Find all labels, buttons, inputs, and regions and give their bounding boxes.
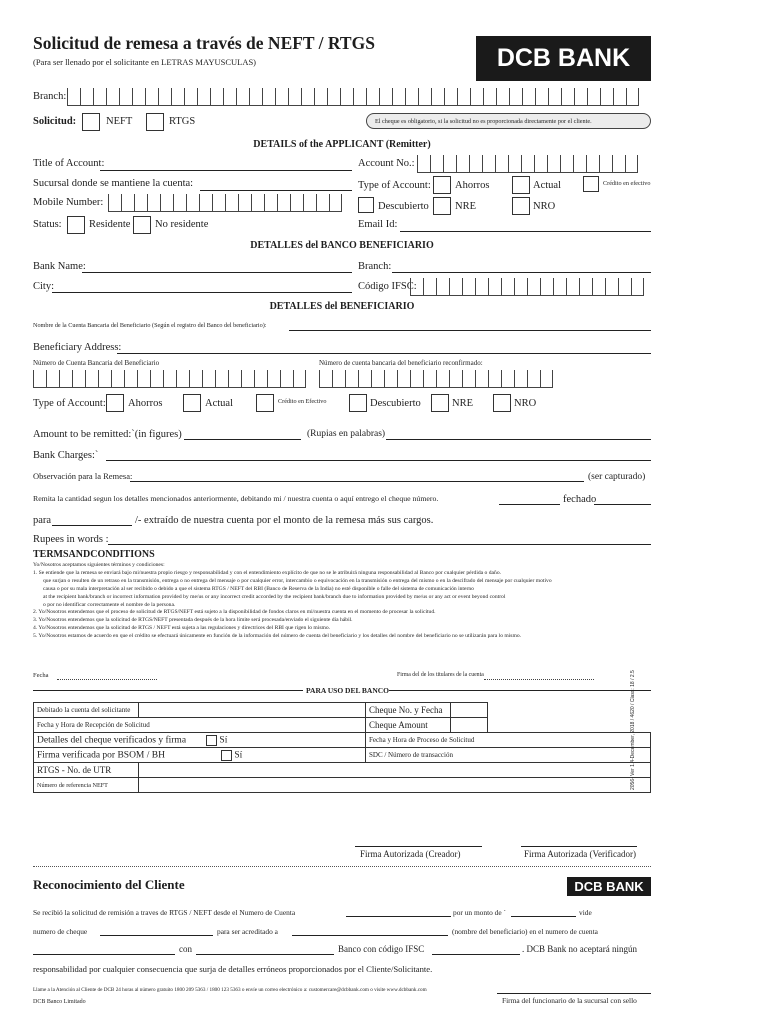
ack-line1b: por un monto de ` [453, 908, 506, 917]
terms-item: 1. Se entiende que la remesa se enviará bajo mi/nuestra propio riesgo y responsabilidad y con el entendimiento explícito de que no se le atribuirá ninguna responsabilidad al Banco por cualquier pérdida o daño. [33, 569, 502, 576]
firma-bsom-cell [34, 748, 366, 763]
ack-ifsc-input[interactable] [432, 954, 520, 955]
residente-checkbox[interactable] [67, 216, 85, 234]
terms-heading: TERMSANDCONDITIONS [33, 549, 155, 560]
cheque-fecha-input[interactable] [451, 703, 488, 718]
firma-creador-line[interactable] [355, 846, 482, 847]
mobile-label: Mobile Number: [33, 197, 104, 208]
fecha-proceso-cell [366, 733, 651, 748]
cheque-note [366, 113, 651, 129]
terms-list [33, 562, 653, 641]
terms-item: at the recipient bank/branch or incorrect information provided by me/us or any incorrect credit accorded by the recipient bank/branch due to information provided by me/us or any act or event beyond control [43, 593, 506, 600]
acct-confirm-input[interactable] [319, 370, 553, 388]
nro-checkbox[interactable] [512, 197, 530, 215]
extraido-text: /- extraído de nuestra cuenta por el monto de la remesa más sus cargos. [135, 515, 434, 526]
residente-label: Residente [89, 219, 131, 230]
sucursal-label: Sucursal donde se mantiene la cuenta: [33, 178, 194, 189]
fechado-label: fechado [563, 494, 597, 505]
amount-label: Amount to be remitted:`(in figures) [33, 429, 182, 440]
ahorros-label: Ahorros [455, 180, 490, 191]
ben-credito-label: Crédito en Efectivo [278, 398, 327, 405]
ben-descubierto-checkbox[interactable] [349, 394, 367, 412]
ack-line1a: Se recibió la solicitud de remisión a traves de RTGS / NEFT desde el Numero de Cuenta [33, 908, 296, 917]
ben-actual-label: Actual [205, 398, 233, 409]
ack-line3b: Banco con código IFSC [338, 944, 425, 954]
bank-use-rule-right [389, 690, 651, 691]
bsom-si-checkbox[interactable] [221, 750, 232, 761]
terms-item: o por no identificar correctamente el nombre de la persona. [43, 601, 176, 608]
ack-line3a: con [179, 944, 192, 954]
ack-amount-input[interactable] [511, 916, 576, 917]
form-subtitle: (Para ser llenado por el solicitante en LETRAS MAYUSCULAS) [33, 57, 257, 67]
cheque-amount-label: Cheque Amount [369, 720, 428, 730]
terms-item: 4. Yo/Nosotros entendemos que la solicitud de RTGS / NEFT está sujeta a las regulaciones y directrices del RBI que rigen lo mismo. [33, 625, 331, 632]
beneficiary-branch-input[interactable] [392, 272, 651, 273]
descubierto-label: Descubierto [378, 201, 429, 212]
ack-beneficiary-input[interactable] [292, 935, 448, 936]
ben-credito-checkbox[interactable] [256, 394, 274, 412]
sucursal-input[interactable] [200, 190, 352, 191]
ack-logo-text: DCB BANK [574, 879, 644, 894]
ack-bank-input[interactable] [196, 954, 334, 955]
capturado-label: (ser capturado) [588, 472, 646, 482]
bsom-si-label: Sí [234, 750, 243, 761]
solicitud-label: Solicitud: [33, 116, 77, 127]
cheque-fecha-label: Cheque No. y Fecha [369, 705, 443, 715]
ack-line1c: vide [579, 908, 592, 917]
city-input[interactable] [52, 292, 352, 293]
rtgs-utr-cell [34, 763, 139, 778]
firma-bsom-label: Firma verificada por BSOM / BH [37, 750, 165, 761]
ifsc-input[interactable] [410, 278, 644, 296]
ack-line2a: numero de cheque [33, 927, 88, 936]
applicant-heading: DETAILS of the APPLICANT (Remitter) [253, 139, 431, 150]
beneficiary-heading: DETALLES del BENEFICIARIO [269, 301, 415, 312]
cheque-amount-input[interactable] [451, 718, 488, 733]
detalles-si-checkbox[interactable] [206, 735, 217, 746]
neft-label: NEFT [106, 116, 133, 127]
ack-line4: responsabilidad por cualquier consecuencia que surja de detalles erróneos proporcionados por el Cliente/Solicitante. [33, 964, 433, 974]
credito-checkbox[interactable] [583, 176, 599, 192]
sdc-label: SDC / Número de transacción [369, 751, 453, 759]
cheque-amount-cell [366, 718, 451, 733]
nre-checkbox[interactable] [433, 197, 451, 215]
ack-heading: Reconocimiento del Cliente [33, 877, 185, 892]
charges-label: Bank Charges:` [33, 450, 99, 461]
acct-confirm-label: Número de cuenta bancaria del beneficiario reconfirmado: [319, 359, 483, 367]
referencia-cell [34, 778, 139, 793]
ben-nro-label: NRO [514, 398, 537, 409]
bank-use-rule-left [33, 690, 303, 691]
terms-item: 5. Yo/Nosotros estamos de acuerdo en que el crédito se efectuará únicamente en función de la información del número de cuenta del beneficiario y los detalles del nombre del beneficiario no se utilizarán para lo mismo. [33, 633, 522, 640]
beneficiary-branch-label: Branch: [358, 261, 392, 272]
terms-item: que surjan o resulten de un retraso en la transmisión, entrega o no entrega del mensaje o por cualquier error, intercambio o equivocación en la transmisión o entrega del mismo o en la descifrado del mensaje por cualquier motivo [43, 577, 552, 584]
rtgs-utr-input[interactable] [139, 763, 651, 778]
neft-checkbox[interactable] [82, 113, 100, 131]
form-title: Solicitud de remesa a través de NEFT / RTGS [33, 33, 375, 53]
ben-type-of-account-label: Type of Account: [33, 398, 106, 409]
ben-ahorros-checkbox[interactable] [106, 394, 124, 412]
ack-cheque-input[interactable] [100, 935, 213, 936]
beneficiary-bank-heading: DETALLES del BANCO BENEFICIARIO [250, 240, 434, 251]
no-residente-checkbox[interactable] [133, 216, 151, 234]
bank-use-heading: PARA USO DEL BANCO [306, 686, 389, 695]
ahorros-checkbox[interactable] [433, 176, 451, 194]
ack-line2b: para ser acreditado a [217, 927, 278, 936]
terms-item: 2. Yo/Nosotros entendemos que el proceso de solicitud de RTGS/NEFT está sujeto a la disponibilidad de fondos claros en mi/nuestra cuenta en el momento de procesar la solicitud. [33, 609, 436, 616]
acct-number-input[interactable] [33, 370, 306, 388]
no-residente-label: No residente [155, 219, 209, 230]
rtgs-label: RTGS [169, 116, 196, 127]
branch-label: Branch: [33, 91, 67, 102]
mobile-input[interactable] [108, 194, 342, 212]
beneficiary-name-input[interactable] [289, 330, 651, 331]
para-input[interactable] [52, 525, 132, 526]
branch-input[interactable] [67, 88, 639, 106]
ifsc-label: Código IFSC: [358, 281, 417, 292]
logo-text: DCB BANK [496, 44, 631, 72]
rupees-words-input[interactable] [108, 544, 651, 545]
charges-input[interactable] [106, 460, 651, 461]
debitado-label: Debitado la cuenta del solicitante [37, 706, 131, 714]
terms-item: 3. Yo/Nosotros entendemos que la solicitud de RTGS/NEFT presentada después de la hora límite será procesada/enviado el siguiente día hábil. [33, 617, 353, 624]
acct-number-label: Número de Cuenta Bancaria del Beneficiario [33, 359, 160, 367]
cheque-fecha-input-2[interactable] [488, 703, 651, 718]
cheque-note-text: El cheque es obligatorio, si la solicitud no es proporcionada directamente por el cliente. [375, 118, 592, 125]
firma-verificador-line[interactable] [521, 846, 637, 847]
actual-label: Actual [533, 180, 561, 191]
descubierto-checkbox[interactable] [358, 197, 374, 213]
remita-text: Remita la cantidad segun los detalles mencionados anteriormente, debitando mi / nuestra cuenta o aquí entrego el cheque número. [33, 494, 439, 503]
bank-name-input[interactable] [82, 272, 352, 273]
fecha-recepcion-label: Fecha y Hora de Recepción de Solicitud [37, 721, 150, 729]
fecha-proceso-label: Fecha y Hora de Proceso de Solicitud [369, 736, 475, 744]
ack-line2c: (nombre del beneficiario) en el numero de cuenta [452, 927, 598, 936]
email-label: Email Id: [358, 219, 398, 230]
ben-actual-checkbox[interactable] [183, 394, 201, 412]
fecha-recepcion-cell [34, 718, 366, 733]
actual-checkbox[interactable] [512, 176, 530, 194]
email-input[interactable] [400, 231, 651, 232]
fecha-label: Fecha [33, 672, 49, 679]
title-of-account-label: Title of Account: [33, 158, 105, 169]
account-no-label: Account No.: [358, 158, 415, 169]
detalles-cheque-label: Detalles del cheque verificados y firma [37, 735, 187, 746]
ack-dcb-bank-logo [567, 877, 651, 896]
bank-use-table [33, 702, 651, 793]
type-of-account-label: Type of Account: [358, 180, 431, 191]
beneficiary-name-note: Nombre de la Cuenta Bancaria del Beneficiario (Según el registro del Banco del beneficiario): [33, 322, 267, 329]
credito-label: Crédito en efectivo [603, 180, 651, 187]
detalles-cheque-cell [34, 733, 366, 748]
ben-nre-label: NRE [452, 398, 473, 409]
firma-titulares-input[interactable] [484, 679, 594, 680]
cut-line [33, 866, 651, 867]
ack-funcionario-label: Firma del funcionario de la sucursal con sello [502, 996, 637, 1005]
amount-words-input[interactable] [386, 439, 651, 440]
rupias-label: (Rupias en palabras) [307, 429, 386, 439]
terms-item: causa o por su mala interpretación al ser recibido o debido a que el sistema RTGS / NEFT del RBI (Banco de Reserva de la India) no esté disponible o falle del sistema de comunicación interno [43, 585, 474, 592]
ben-descubierto-label: Descubierto [370, 398, 421, 409]
referencia-label: Número de referencia NEFT [37, 781, 108, 789]
observacion-input[interactable] [130, 481, 584, 482]
debitado-cell [34, 703, 139, 718]
account-no-input[interactable] [417, 155, 638, 173]
ben-ahorros-label: Ahorros [128, 398, 163, 409]
fechado-input[interactable] [594, 504, 651, 505]
city-label: City: [33, 281, 55, 292]
ack-line3c: . DCB Bank no aceptará ningún [522, 944, 637, 954]
dcb-bank-logo [476, 36, 651, 81]
beneficiary-address-label: Beneficiary Address: [33, 342, 122, 353]
debitado-input[interactable] [139, 703, 366, 718]
amount-figures-input[interactable] [184, 439, 301, 440]
ben-nro-checkbox[interactable] [493, 394, 511, 412]
ack-footer-company: DCB Banco Limitado [33, 999, 86, 1005]
para-label: para [33, 515, 52, 526]
nre-label: NRE [455, 201, 476, 212]
rtgs-checkbox[interactable] [146, 113, 164, 131]
firma-verificador-label: Firma Autorizada (Verificador) [524, 849, 636, 859]
ack-account2-input[interactable] [33, 954, 175, 955]
cheque-fecha-cell [366, 703, 451, 718]
referencia-input[interactable] [139, 778, 651, 793]
rupees-words-label: Rupees in words : [33, 534, 109, 545]
nro-label: NRO [533, 201, 556, 212]
sdc-cell [366, 748, 651, 763]
observacion-label: Observación para la Remesa: [33, 471, 133, 481]
ack-account-input[interactable] [346, 916, 451, 917]
ack-footer-contact: Llame a la Atención al Cliente de DCB 24 horas al número gratuito 1800 209 5363 / 1800 123 5363 o envíe un correo electrónico a: customercare@dcbbank.com o visite www.dcbbank.com [33, 987, 427, 993]
cheque-number-input[interactable] [499, 504, 560, 505]
detalles-si-label: Sí [219, 735, 228, 746]
title-of-account-input[interactable] [100, 170, 352, 171]
ack-funcionario-line[interactable] [497, 993, 651, 994]
fecha-input[interactable] [57, 679, 157, 680]
firma-titulares-label: Firma del de los titulares de la cuenta [397, 672, 484, 678]
rtgs-utr-label: RTGS - No. de UTR [37, 765, 112, 775]
beneficiary-address-input[interactable] [117, 353, 651, 354]
terms-intro: Yo/Nosotros aceptamos siguientes términos y condiciones: [33, 562, 165, 568]
ben-nre-checkbox[interactable] [431, 394, 449, 412]
status-label: Status: [33, 219, 62, 230]
side-form-code: 2056- Ver 1.4-December, 2018 / 4620 / Class: 18 / 2.5 [630, 670, 636, 790]
firma-creador-label: Firma Autorizada (Creador) [360, 849, 461, 859]
bank-name-label: Bank Name: [33, 261, 86, 272]
